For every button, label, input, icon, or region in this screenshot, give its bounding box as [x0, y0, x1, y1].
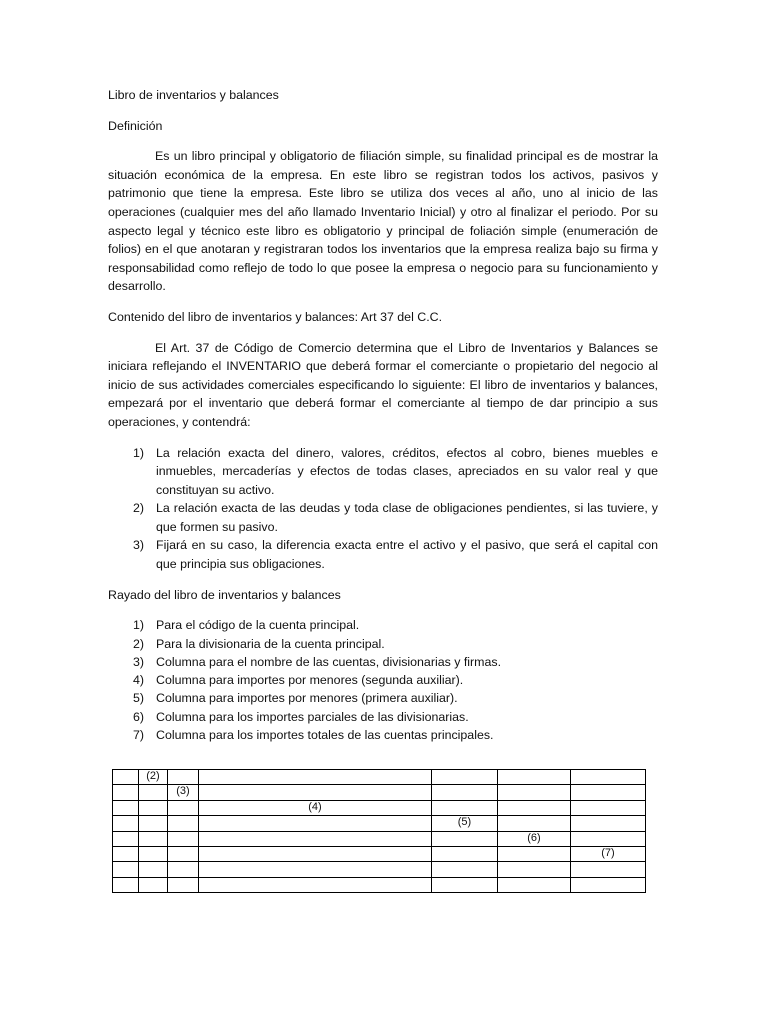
list-text: Para la divisionaria de la cuenta principal. — [156, 636, 385, 651]
table-cell — [139, 816, 168, 831]
list-item — [108, 444, 658, 500]
list-number: 1) — [133, 618, 145, 633]
table-cell — [139, 862, 168, 877]
list-item — [108, 616, 658, 634]
table-row — [113, 816, 646, 831]
table-cell — [168, 831, 199, 846]
contenido-list — [108, 444, 658, 574]
table-cell — [432, 831, 498, 846]
column-label-2: (2) — [139, 770, 168, 785]
table-cell — [498, 862, 571, 877]
rayado-heading: Rayado del libro de inventarios y balances — [108, 587, 341, 602]
table-cell — [432, 862, 498, 877]
table-cell — [199, 831, 432, 846]
table-row — [113, 831, 646, 846]
list-number: 1) — [133, 445, 145, 460]
table-cell — [571, 877, 646, 892]
table-cell — [168, 816, 199, 831]
list-item — [108, 653, 658, 671]
table-cell — [432, 770, 498, 785]
table-cell — [113, 800, 139, 815]
list-item — [108, 671, 658, 689]
table-cell — [113, 816, 139, 831]
list-text: La relación exacta de las deudas y toda clase de obligaciones pendientes, si las tuviere, y que formen su pasivo. — [156, 501, 658, 534]
table-cell — [113, 846, 139, 861]
list-number: 2) — [133, 636, 145, 651]
table-cell — [168, 800, 199, 815]
list-item — [108, 536, 658, 573]
rayado-list — [108, 616, 658, 744]
table-cell — [498, 770, 571, 785]
table-cell — [199, 785, 432, 800]
table-cell — [168, 862, 199, 877]
contenido-paragraph: El Art. 37 de Código de Comercio determina que el Libro de Inventarios y Balances se iniciara reflejando el INVENTARIO que deberá formar el comerciante o propietario del negocio al inicio de sus actividades comerciales especificando lo siguiente: El libro de inventarios y balances, empezará por el inventario que deberá formar el comerciante al tiempo de dar principio a sus operaciones, y contendrá: — [108, 340, 658, 429]
contenido-heading: Contenido del libro de inventarios y balances: Art 37 del C.C. — [108, 309, 443, 324]
list-item — [108, 689, 658, 707]
list-text: Columna para los importes totales de las cuentas principales. — [156, 728, 494, 743]
table-cell — [432, 877, 498, 892]
table-cell — [139, 831, 168, 846]
list-text: Fijará en su caso, la diferencia exacta entre el activo y el pasivo, que será el capital con que principia sus obligaciones. — [156, 538, 658, 572]
table-row — [113, 770, 646, 785]
table-cell — [199, 862, 432, 877]
list-text: Para el código de la cuenta principal. — [156, 618, 360, 633]
table-cell — [571, 816, 646, 831]
table-cell — [139, 800, 168, 815]
table-cell — [199, 770, 432, 785]
table-cell — [571, 785, 646, 800]
list-number: 5) — [133, 691, 145, 706]
table-row — [113, 862, 646, 877]
table-row — [113, 846, 646, 861]
list-text: Columna para el nombre de las cuentas, divisionarias y firmas. — [156, 654, 502, 669]
table-cell — [498, 816, 571, 831]
table-cell — [113, 785, 139, 800]
table-cell — [113, 831, 139, 846]
table-cell — [498, 785, 571, 800]
document-title: Libro de inventarios y balances — [108, 88, 279, 102]
table-cell — [199, 816, 432, 831]
list-text: La relación exacta del dinero, valores, créditos, efectos al cobro, bienes muebles e inmuebles, mercaderías y efectos de todas clases, apreciados en su valor real y que constituyan su activo. — [156, 445, 658, 497]
table-row — [113, 800, 646, 815]
column-label-3: (3) — [168, 785, 199, 800]
table-cell — [432, 800, 498, 815]
list-number: 6) — [133, 709, 145, 724]
list-number: 4) — [133, 673, 145, 688]
table-cell — [432, 846, 498, 861]
table-cell — [432, 785, 498, 800]
column-label-4: (4) — [199, 800, 432, 815]
list-item — [108, 635, 658, 653]
ledger-ruling-table — [112, 769, 646, 893]
table-cell — [139, 877, 168, 892]
table-cell — [498, 846, 571, 861]
table-cell — [139, 785, 168, 800]
table-cell — [199, 877, 432, 892]
table-cell — [571, 862, 646, 877]
table-cell — [571, 800, 646, 815]
table-cell — [113, 862, 139, 877]
table-cell — [168, 846, 199, 861]
ledger-ruling-table-wrap — [112, 769, 645, 893]
table-cell — [139, 846, 168, 861]
document-body — [108, 86, 658, 756]
list-item — [108, 499, 658, 536]
list-text: Columna para importes por menores (segunda auxiliar). — [156, 673, 464, 688]
table-cell — [498, 877, 571, 892]
table-cell — [571, 831, 646, 846]
table-cell — [168, 877, 199, 892]
table-row — [113, 877, 646, 892]
definition-paragraph: Es un libro principal y obligatorio de filiación simple, su finalidad principal es de mostrar la situación económica de la empresa. En este libro se registran todos los activos, pasivos y patrimonio que tiene la empresa. Este libro se utiliza dos veces al año, uno al inicio de las operaciones (cualquier mes del año llamado Inventario Inicial) y otro al finalizar el periodo. Por su aspecto legal y técnico este libro es obligatorio y principal de foliación simple (enumeración de folios) en el que anotaran y registraran todos los inventarios que la empresa realiza bajo su firma y responsabilidad como reflejo de todo lo que posee la empresa o negocio para su funcionamiento y desarrollo. — [108, 149, 658, 294]
list-number: 7) — [133, 728, 145, 743]
column-label-5: (5) — [432, 816, 498, 831]
table-cell — [498, 800, 571, 815]
list-number: 2) — [133, 501, 145, 516]
list-text: Columna para importes por menores (primera auxiliar). — [156, 691, 458, 706]
column-label-7: (7) — [571, 846, 646, 861]
list-text: Columna para los importes parciales de las divisionarias. — [156, 709, 469, 724]
table-cell — [113, 770, 139, 785]
definition-heading: Definición — [108, 118, 163, 133]
list-item — [108, 726, 658, 744]
table-cell — [113, 877, 139, 892]
column-label-6: (6) — [498, 831, 571, 846]
table-row — [113, 785, 646, 800]
table-cell — [199, 846, 432, 861]
table-cell — [571, 770, 646, 785]
list-number: 3) — [133, 654, 145, 669]
list-item — [108, 708, 658, 726]
list-number: 3) — [133, 538, 145, 553]
table-cell — [168, 770, 199, 785]
